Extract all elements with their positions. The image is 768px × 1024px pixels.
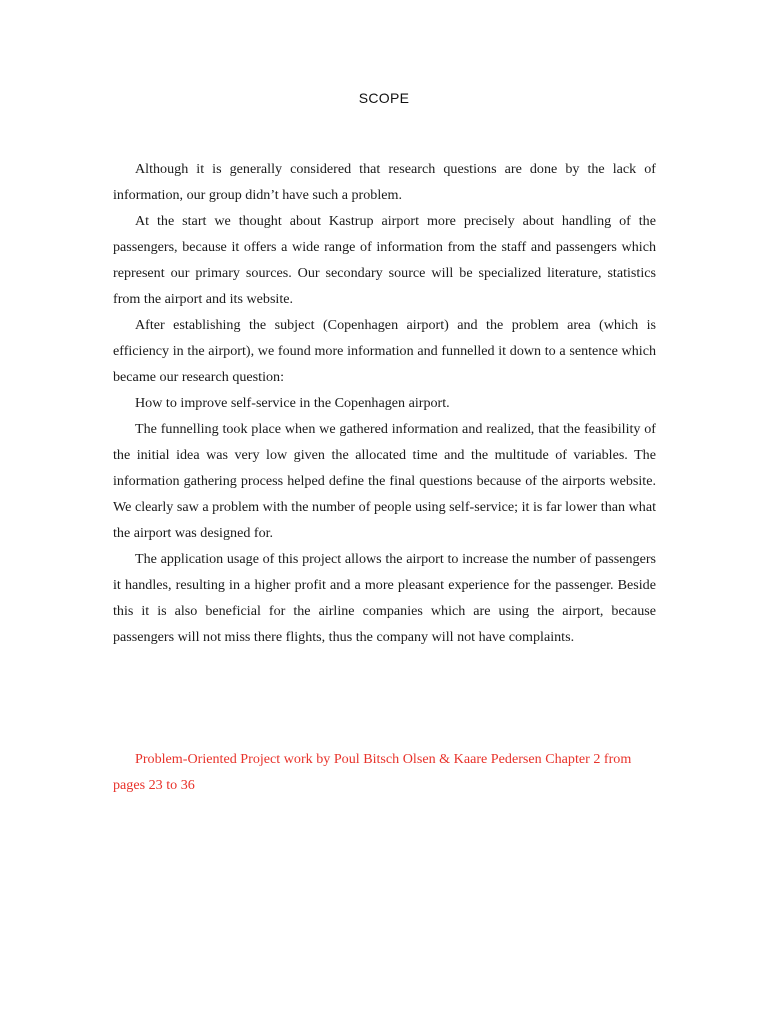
reference-note: Problem-Oriented Project work by Poul Bitsch Olsen & Kaare Pedersen Chapter 2 from pages 23 to 36 — [113, 751, 632, 793]
body-text — [113, 156, 656, 650]
paragraph-2: At the start we thought about Kastrup airport more precisely about handling of the passengers, because it offers a wide range of information from the staff and passengers which represent our primary sources. Our secondary source will be specialized literature, statistics from the airport and its website. — [113, 213, 656, 307]
paragraph-6: The application usage of this project allows the airport to increase the number of passengers it handles, resulting in a higher profit and a more pleasant experience for the passenger. Beside this it is also beneficial for the airline companies which are using the airport, because passengers will not miss there flights, thus the company will not have complaints. — [113, 551, 656, 645]
paragraph-5: The funnelling took place when we gathered information and realized, that the feasibility of the initial idea was very low given the allocated time and the multitude of variables. The information gathering process helped define the final questions because of the airports website. We clearly saw a problem with the number of people using self-service; it is far lower than what the airport was designed for. — [113, 421, 656, 541]
page-title: SCOPE — [358, 90, 410, 106]
paragraph-4-research-question: How to improve self-service in the Copenhagen airport. — [135, 395, 450, 411]
paragraph-3: After establishing the subject (Copenhagen airport) and the problem area (which is efficiency in the airport), we found more information and funnelled it down to a sentence which became our research question: — [113, 317, 656, 385]
paragraph-1: Although it is generally considered that research questions are done by the lack of information, our group didn’t have such a problem. — [113, 161, 656, 203]
